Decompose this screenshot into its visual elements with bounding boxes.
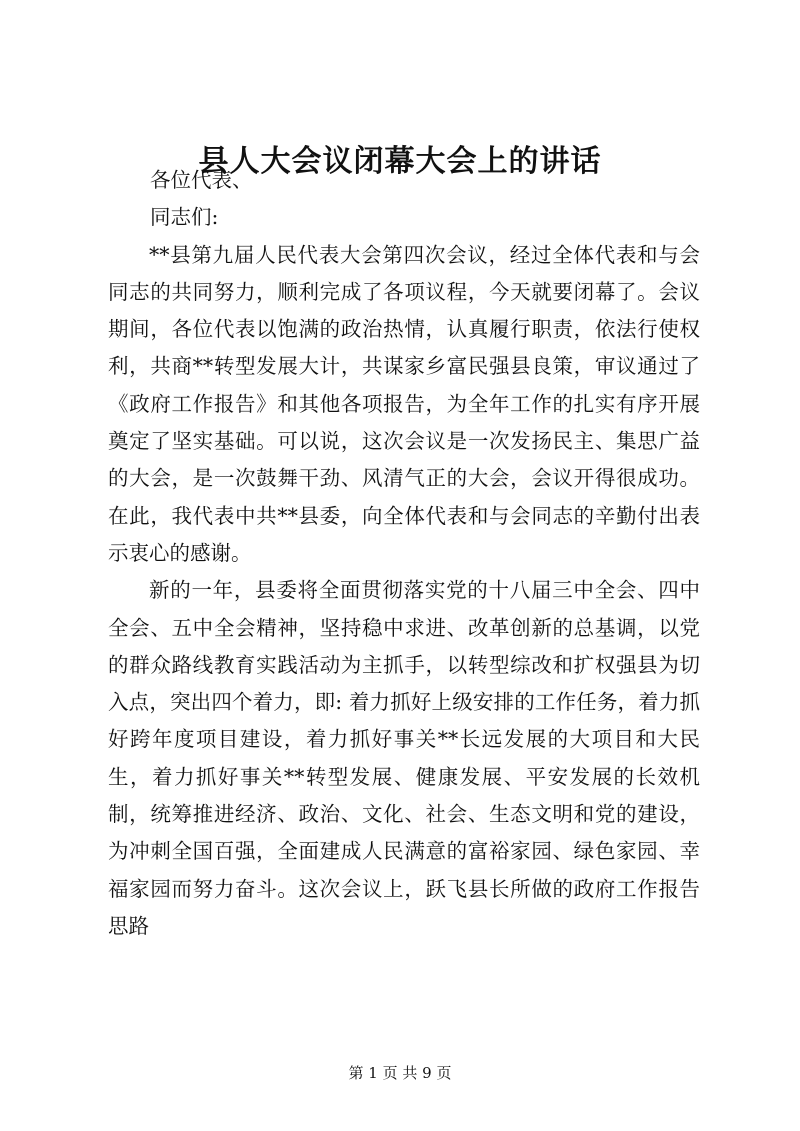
salutation-line-1: 各位代表、	[150, 168, 253, 192]
paragraph-1: **县第九届人民代表大会第四次会议，经过全体代表和与会同志的共同努力，顺利完成了各项议程，今天就要闭幕了。会议期间，各位代表以饱满的政治热情，认真履行职责，依法行使权利，共商**转型发展大计，共谋家乡富民强县良策，审议通过了《政府工作报告》和其他各项报告，为全年工作的扎实有序开展奠定了坚实基础。可以说，这次会议是一次发扬民主、集思广益的大会，是一次鼓舞干劲、风清气正的大会，会议开得很成功。在此，我代表中共**县委，向全体代表和与会同志的辛勤付出表示衷心的感谢。	[108, 242, 700, 565]
paragraph-2: 新的一年，县委将全面贯彻落实党的十八届三中全会、四中全会、五中全会精神，坚持稳中求进、改革创新的总基调，以党的群众路线教育实践活动为主抓手，以转型综改和扩权强县为切入点，突出四个着力，即: 着力抓好上级安排的工作任务，着力抓好跨年度项目建设，着力抓好事关**长远发展的大项目和大民生，着力抓好事关**转型发展、健康发展、平安发展的长效机制，统筹推进经济、政治、文化、社会、生态文明和党的建设，为冲刺全国百强，全面建成人民满意的富裕家园、绿色家园、幸福家园而努力奋斗。这次会议上，跃飞县长所做的政府工作报告思路	[108, 578, 700, 938]
document-title: 县人大会议闭幕大会上的讲话	[198, 144, 602, 179]
document-body	[108, 162, 700, 945]
salutation-line-2: 同志们:	[150, 205, 219, 230]
page-footer: 第 1 页 共 9 页	[348, 1064, 452, 1082]
